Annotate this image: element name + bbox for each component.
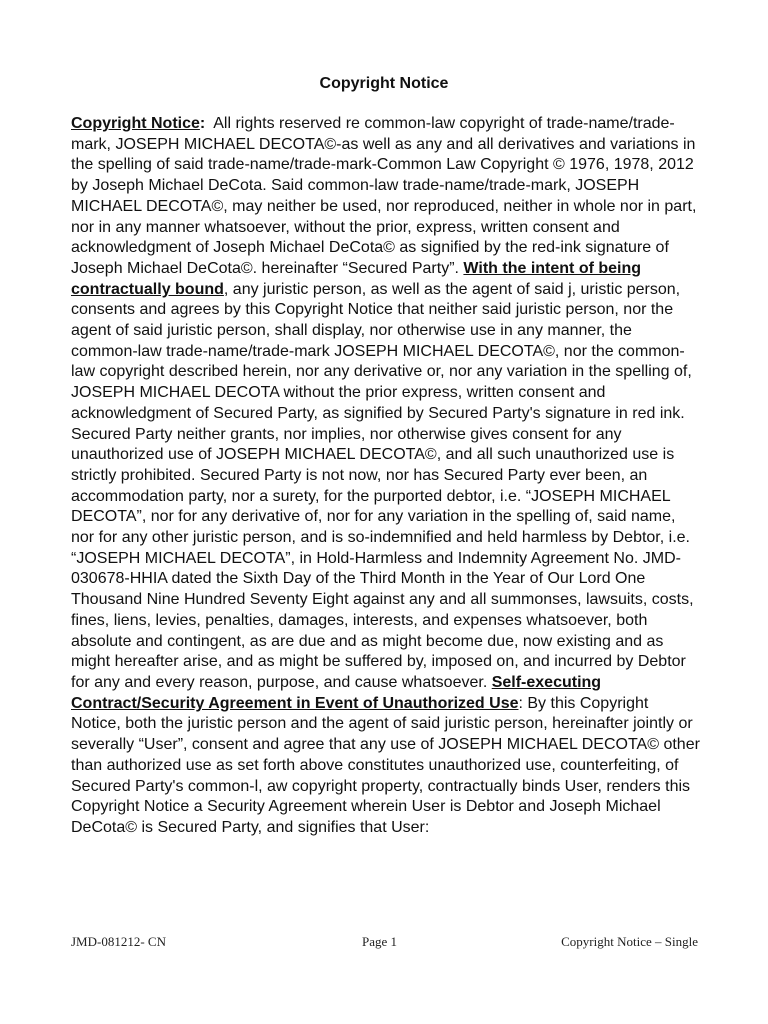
- page-footer: [71, 932, 698, 952]
- paragraph-text-3: : By this Copyright Notice, both the juristic person and the agent of said juristic person, hereinafter jointly or severally “User”, consent and agree that any use of JOSEPH MICHAEL DECOTA© other than authorized use as set forth above constitutes unauthorized use, counterfeiting, of Secured Party's common-l, aw copyright property, contractually binds User, renders this Copyright Notice a Security Agreement wherein User is Debtor and Joseph Michael DeCota© is Secured Party, and signifies that User:: [71, 694, 700, 836]
- emphasis-intent-bound: With the intent of being contractually bound: [71, 259, 642, 298]
- footer-doc-label: Copyright Notice – Single: [561, 934, 698, 949]
- paragraph-text-2: , any juristic person, as well as the agent of said j, uristic person, consents and agrees by this Copyright Notice that neither said juristic person, nor the agent of said juristic person, shall display, nor otherwise use in any manner, the common-law trade-name/trade-mark JOSEPH MICHAEL DECOTA©, nor the common-law copyright described herein, nor any derivative or, nor any variation in the spelling of, JOSEPH MICHAEL DECOTA without the prior express, written consent and acknowledgment of Secured Party, as signified by Secured Party's signature in red ink. Secured Party neither grants, nor implies, nor otherwise gives consent for any unauthorized use of JOSEPH MICHAEL DECOTA©, and all such unauthorized use is strictly prohibited. Secured Party is not now, nor has Secured Party ever been, an accommodation party, nor a surety, for the purported debtor, i.e. “JOSEPH MICHAEL DECOTA”, nor for any derivative of, nor for any variation in the spelling of, said name, nor for any other juristic person, and is so-indemnified and held harmless by Debtor, i.e. “JOSEPH MICHAEL DECOTA”, in Hold-Harmless and Indemnity Agreement No. JMD-030678-HHIA dated the Sixth Day of the Third Month in the Year of Our Lord One Thousand Nine Hundred Seventy Eight against any and all summonses, lawsuits, costs, fines, liens, levies, penalties, damages, interests, and expenses whatsoever, both absolute and contingent, as are due and as might become due, now existing and as might hereafter arise, and as might be suffered by, imposed on, and incurred by Debtor for any and every reason, purpose, and cause whatsoever.: [71, 280, 694, 691]
- footer-page-number: Page 1: [362, 934, 398, 949]
- document-title: Copyright Notice: [319, 75, 449, 92]
- lead-colon: :: [199, 115, 206, 132]
- emphasis-security-agreement: Self-executing Contract/Security Agreement in Event of Unauthorized Use: [71, 673, 602, 712]
- footer-doc-id: JMD-081212- CN: [71, 934, 166, 949]
- paragraph-text-1: All rights reserved re common-law copyright of trade-name/trade-mark, JOSEPH MICHAEL DECOTA©-as well as any and all derivatives and variations in the spelling of said trade-name/trade-mark-Common Law Copyright © 1976, 1978, 2012 by Joseph Michael DeCota. Said common-law trade-name/trade-mark, JOSEPH MICHAEL DECOTA©, may neither be used, nor reproduced, neither in whole nor in part, nor in any manner whatsoever, without the prior, express, written consent and acknowledgment of Joseph Michael DeCota© as signified by the red-ink signature of Joseph Michael DeCota©. hereinafter “Secured Party”.: [71, 115, 701, 277]
- lead-heading: Copyright Notice: [71, 115, 200, 132]
- notice-paragraph: [71, 114, 700, 839]
